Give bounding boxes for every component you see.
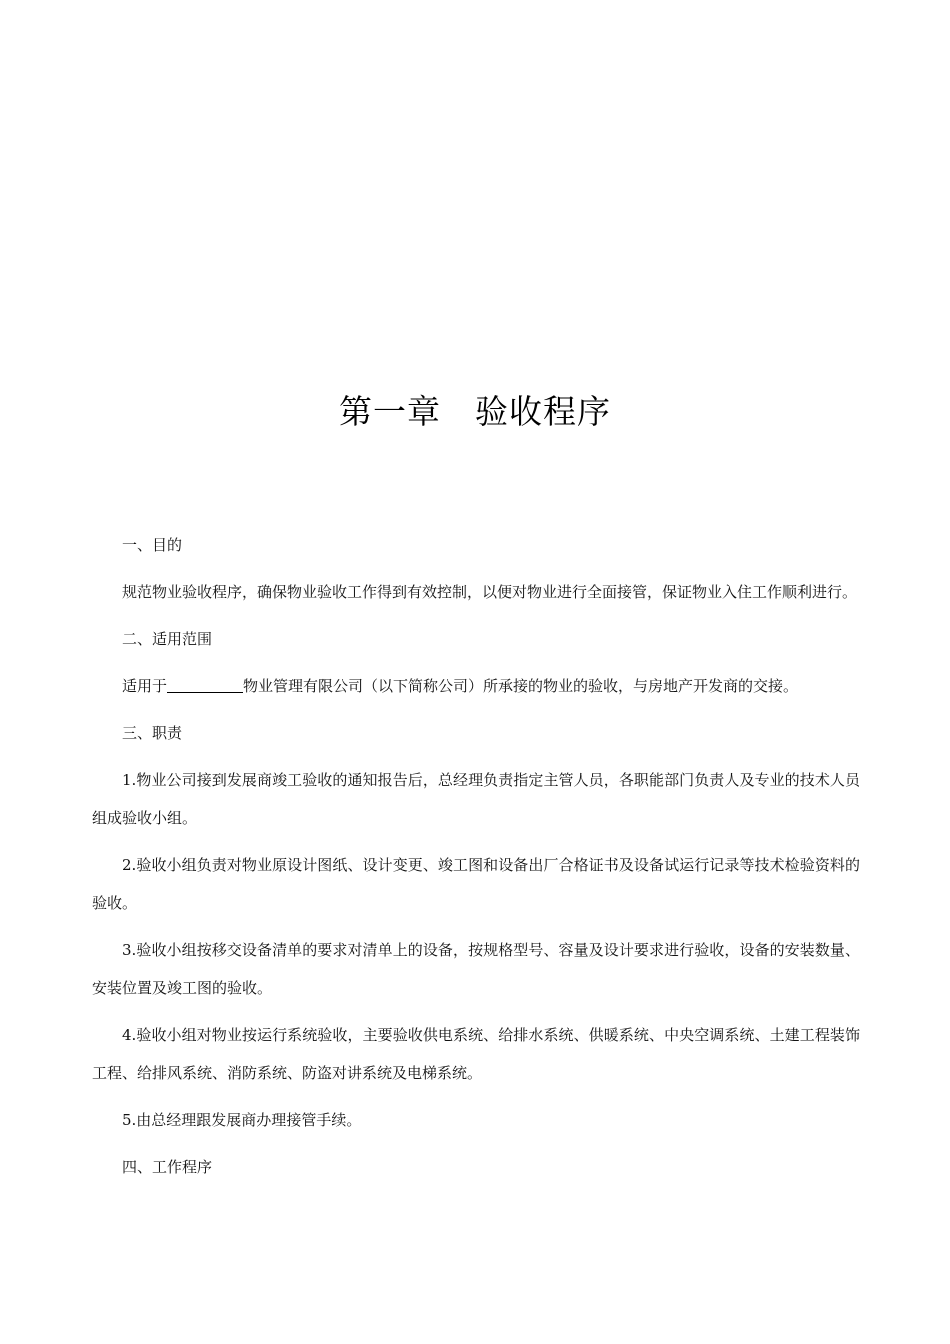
purpose-paragraph: 规范物业验收程序，确保物业验收工作得到有效控制，以便对物业进行全面接管，保证物业入住工作顺利进行。 (122, 583, 858, 601)
duty-item: 1.物业公司接到发展商竣工验收的通知报告后，总经理负责指定主管人员，各职能部门负责人及专业的技术人员组成验收小组。 (92, 771, 860, 827)
section-heading-purpose: 一、目的 (122, 536, 183, 554)
section-heading-procedure: 四、工作程序 (122, 1158, 213, 1176)
scope-text-after: 物业管理有限公司（以下简称公司）所承接的物业的验收，与房地产开发商的交接。 (243, 677, 799, 695)
company-name-blank (167, 678, 243, 693)
duty-item: 2.验收小组负责对物业原设计图纸、设计变更、竣工图和设备出厂合格证书及设备试运行记录等技术检验资料的验收。 (92, 856, 860, 912)
duty-item: 4.验收小组对物业按运行系统验收，主要验收供电系统、给排水系统、供暖系统、中央空调系统、土建工程装饰工程、给排风系统、消防系统、防盗对讲系统及电梯系统。 (92, 1026, 860, 1082)
scope-text-before: 适用于 (122, 677, 168, 695)
section-heading-duties: 三、职责 (122, 724, 183, 742)
chapter-title: 第一章 验收程序 (339, 392, 611, 431)
duty-item: 5.由总经理跟发展商办理接管手续。 (122, 1111, 362, 1129)
document-body (92, 526, 860, 1195)
duty-item: 3.验收小组按移交设备清单的要求对清单上的设备，按规格型号、容量及设计要求进行验收，设备的安装数量、安装位置及竣工图的验收。 (92, 941, 860, 997)
scope-paragraph (92, 667, 860, 705)
section-heading-scope: 二、适用范围 (122, 630, 213, 648)
